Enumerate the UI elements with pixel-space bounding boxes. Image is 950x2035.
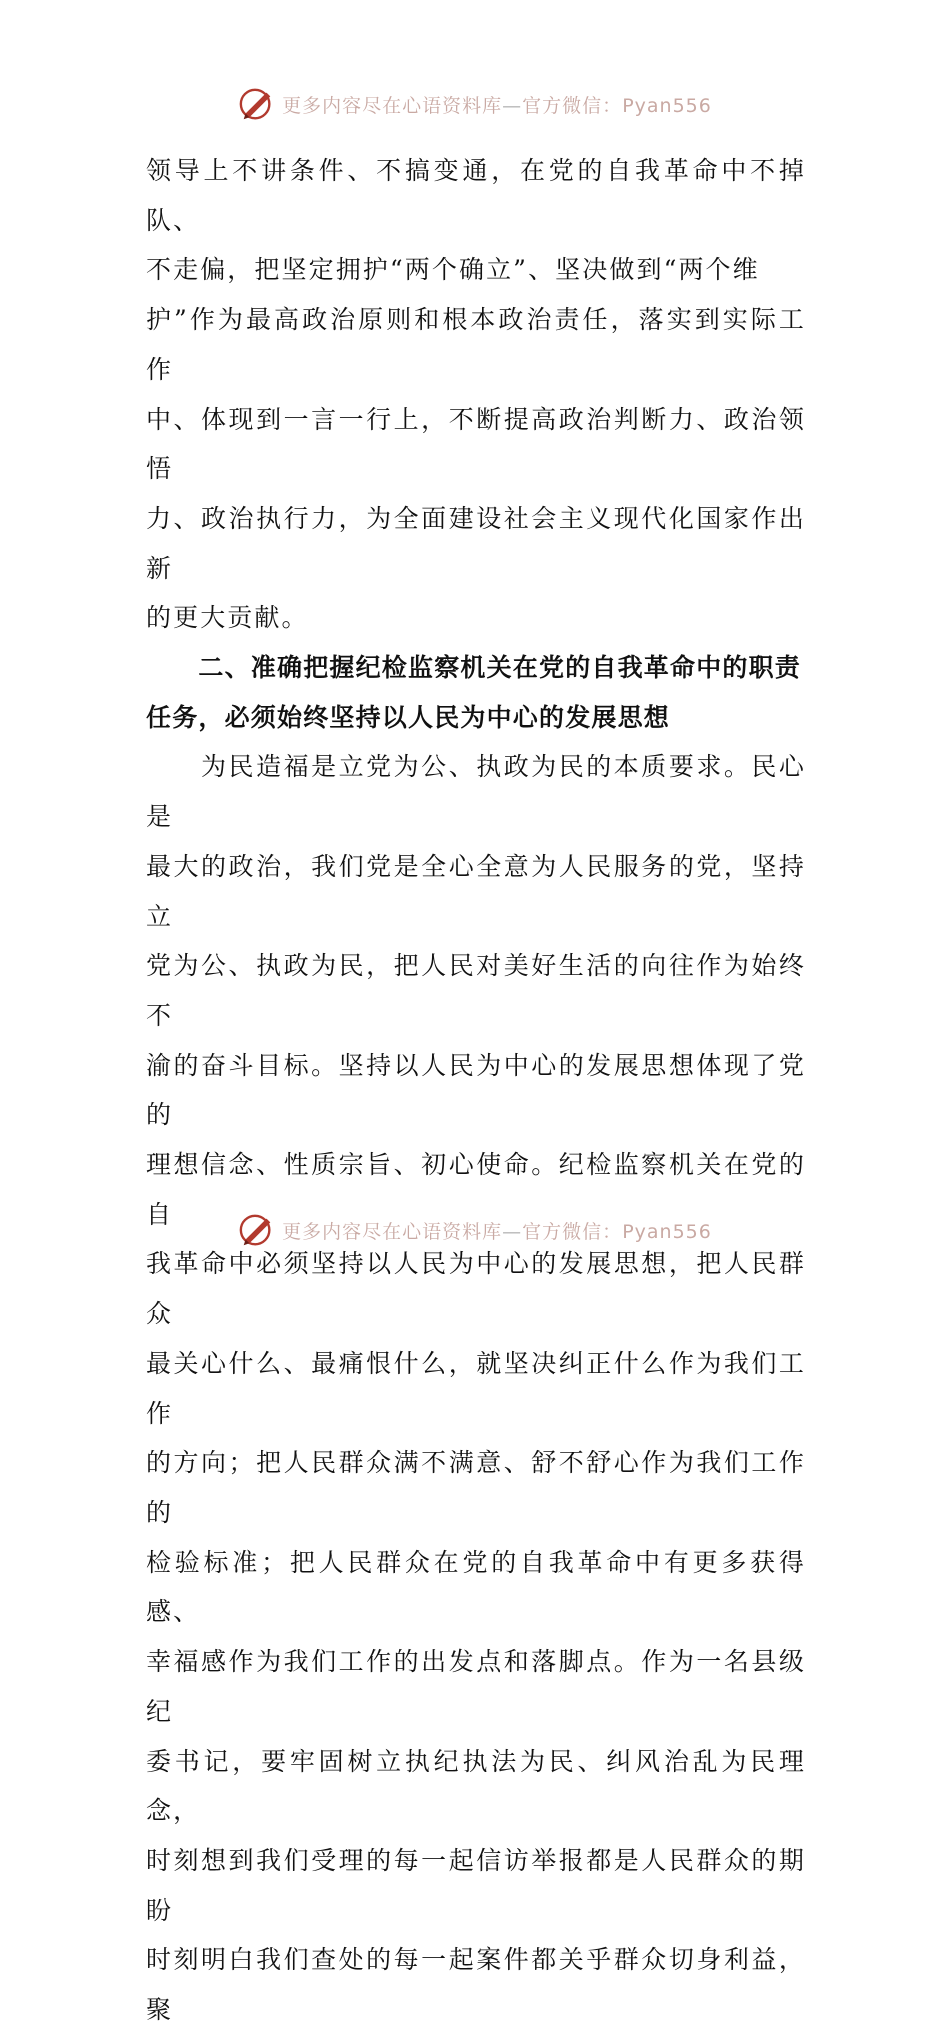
banner-wechat-id: Pyan556	[622, 1220, 712, 1243]
banner-wechat-label: 官方微信：	[522, 94, 623, 117]
banner-text: 更多内容尽在心语资料库	[282, 94, 503, 117]
paragraph-1: 领导上不讲条件、不搞变通，在党的自我革命中不掉队、 不走偏，把坚定拥护“两个确立”、坚决做到“两个维 护”作为最高政治原则和根本政治责任，落实到实际工作 中、体现到一言一行上，不断提高政治判断力、政治领悟 力、政治执行力，为全面建设社会主义现代化国家作出新 的更大贡献。	[146, 156, 806, 633]
header-banner	[0, 82, 950, 126]
section-heading: 二、准确把握纪检监察机关在党的自我革命中的职责 任务，必须始终坚持以人民为中心的发展思想	[146, 653, 802, 732]
banner-text: 更多内容尽在心语资料库	[282, 1220, 503, 1243]
footer-banner	[0, 1208, 950, 1252]
banner-wechat-id: Pyan556	[622, 94, 712, 117]
banner-wechat-label: 官方微信：	[522, 1220, 623, 1243]
banner-separator: —	[502, 94, 523, 117]
pen-logo-icon	[238, 1211, 276, 1249]
banner-separator: —	[502, 1220, 523, 1243]
paragraph-2: 为民造福是立党为公、执政为民的本质要求。民心是 最大的政治，我们党是全心全意为人民服务的党，坚持立 党为公、执政为民，把人民对美好生活的向往作为始终不 渝的奋斗目标。坚持以人民为中心的发展思想体现了党的 理想信念、性质宗旨、初心使命。纪检监察机关在党的自 我革命中必须坚持以人民为中心的发展思想，把人民群众 最关心什么、最痛恨什么，就坚决纠正什么作为我们工作 的方向；把人民群众满不满意、舒不舒心作为我们工作的 检验标准；把人民群众在党的自我革命中有更多获得感、 幸福感作为我们工作的出发点和落脚点。作为一名县级纪 委书记，要牢固树立执纪执法为民、纠风治乱为民理念， 时刻想到我们受理的每一起信访举报都是人民群众的期盼 时刻明白我们查处的每一起案件都关乎群众切身利益，聚	[146, 752, 806, 2025]
document-body	[146, 146, 806, 2035]
pen-logo-icon	[238, 85, 276, 123]
